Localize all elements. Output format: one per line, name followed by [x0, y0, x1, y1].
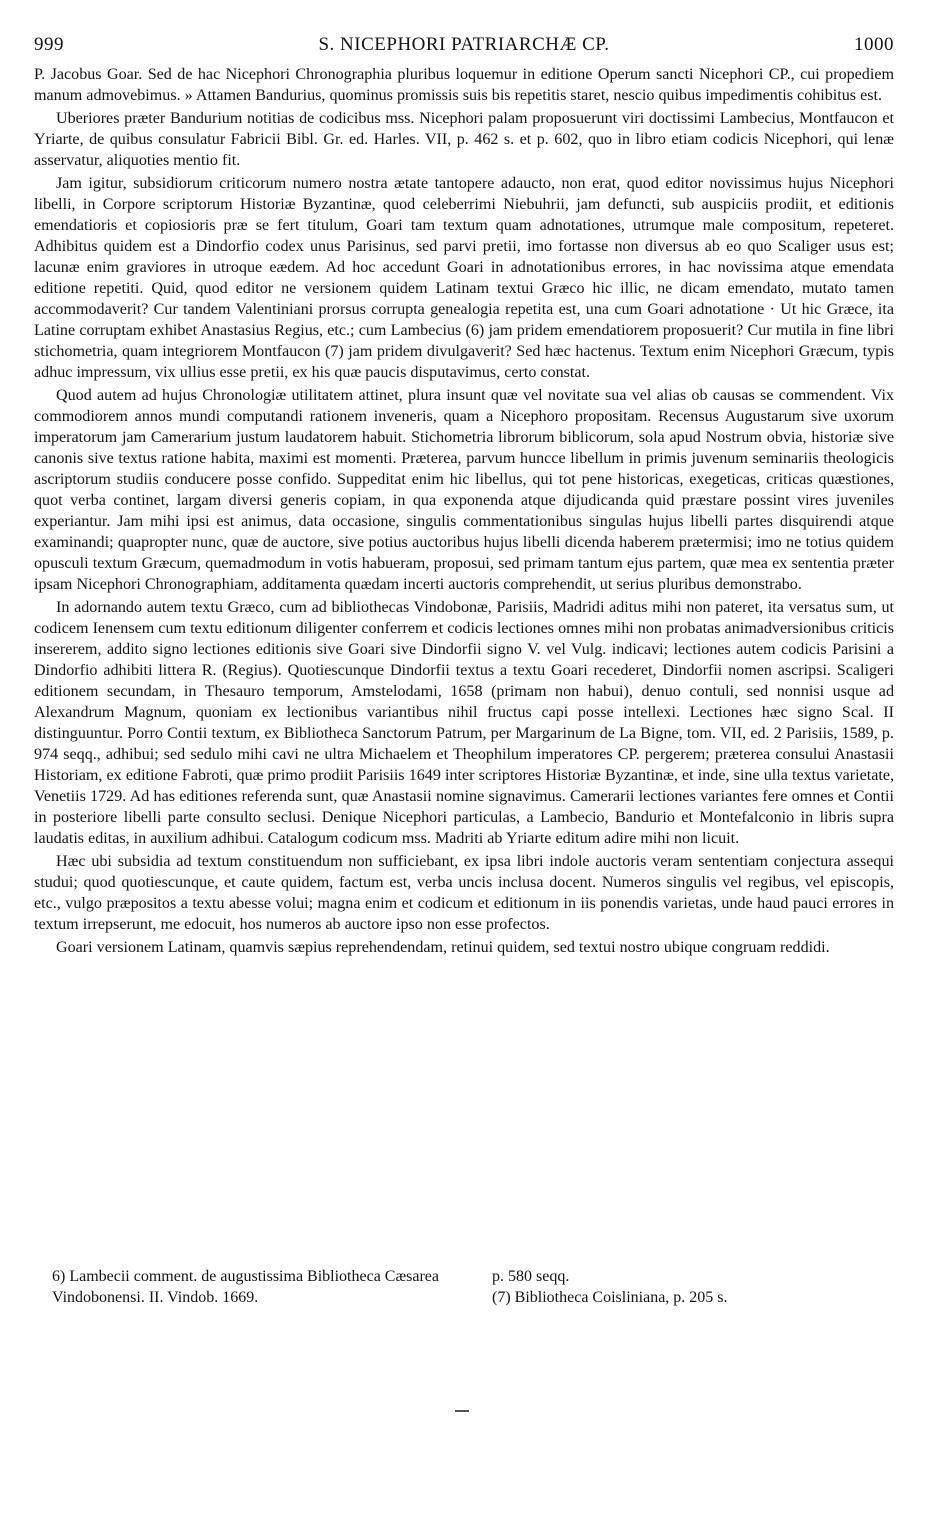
- paragraph: P. Jacobus Goar. Sed de hac Nicephori Chronographia pluribus loquemur in editione Operum sancti Nicephori CP., cui propediem manum admovebimus. » Attamen Bandurius, quominus promissis suis bis repetitis staret, nescio quibus impedimentis cohibitus est.: [34, 66, 894, 104]
- running-title: S. NICEPHORI PATRIARCHÆ CP.: [318, 34, 610, 55]
- paragraph: Hæc ubi subsidia ad textum constituendum non sufficiebant, ex ipsa libri indole auctoris veram sententiam conjectura assequi studui; quod quotiescunque, et caute quidem, factum est, verba uncis inclusa docent. Numeros singulis vel regibus, vel episcopis, etc., vulgo præpositos a textu abesse volui; magna enim et codicum et editionum in iis ponendis varietas, unde haud pauci errores in textum irrepserunt, me edocuit, hos numeros ab auctore ipso non esse profectos.: [34, 853, 894, 933]
- footnote-7: p. 580 seqq. (7) Bibliotheca Coisliniana, p. 205 s.: [492, 1268, 728, 1306]
- paragraph: In adornando autem textu Græco, cum ad bibliothecas Vindobonæ, Parisiis, Madridi aditus mihi non pateret, ita versatus sum, ut codicem Ienensem cum textu editionum diligenter conferrem et codicis lectiones omnes mihi non probatas animadversionibus criticis insererem, addito signo lectiones editionis sive Goari sive Dindorfii signo V. vel Vulg. indicavi; lectiones autem codicis Parisini a Dindorfio adhibiti littera R. (Regius). Quotiescunque Dindorfii textus a textu Goari recederet, Dindorfii nomen ascripsi. Scaligeri editionem secundam, in Thesauro temporum, Amstelodami, 1658 (primam non habui), denuo contuli, sed nonnisi usque ad Alexandrum Magnum, quoniam ex lectionibus variantibus nihil fructus capi posse intellexi. Lectiones hæc signo Scal. II distinguuntur. Porro Contii textum, ex Bibliotheca Sanctorum Patrum, per Margarinum de La Bigne, tom. VII, ed. 2 Parisiis, 1589, p. 974 seqq., adhibui; sed sedulo mihi cavi ne ultra Michaelem et Theophilum imperatores CP. pergerem; præterea consului Anastasii Historiam, ex editione Fabroti, quæ primo prodiit Parisiis 1649 inter scriptores Historiæ Byzantinæ, et inde, sine ulla textus varietate, Venetiis 1729. Ad has editiones referenda sunt, quæ Anastasii nomine signavimus. Camerarii lectiones variantes fere omnes et Contii in posteriore libelli parte consulto seclusi. Denique Nicephori particulas, a Lambecio, Bandurio et Montefalconio in libris supra laudatis editas, in auxilium adhibui. Catalogum codicum mss. Madriti ab Yriarte editum adire mihi non licuit.: [34, 599, 894, 847]
- paragraph: Uberiores præter Bandurium notitias de codicibus mss. Nicephori palam proposuerunt viri doctissimi Lambecius, Montfaucon et Yriarte, de quibus consulatur Fabricii Bibl. Gr. ed. Harles. VII, p. 462 s. et p. 602, quo in libro etiam codicis Nicephori, qui lenæ asservatur, aliquoties mentio fit.: [34, 110, 894, 169]
- column-number-left: 999: [34, 34, 64, 55]
- page: [34, 30, 894, 960]
- paragraph: Jam igitur, subsidiorum criticorum numero nostra ætate tantopere adaucto, non erat, quod editor novissimus hujus Nicephori libelli, in Corpore scriptorum Historiæ Byzantinæ, quod celeberrimi Niebuhrii, jam defuncti, sub auspiciis prodiit, et editionis emendatioris et copiosioris præ se fert titulum, Goari tam textum quam adnotationes, utrumque male compositum, repeteret. Adhibitus quidem est a Dindorfio codex unus Parisinus, sed parvi pretii, imo fortasse non diversus ab eo quo Scaliger usus est; lacunæ enim graviores in utroque eædem. Ad hoc accedunt Goari in adnotationibus errores, in hac novissima atque emendata editione repetiti. Quid, quod editor ne versionem quidem Latinam textui Græco hic illic, ne dicam emendato, mutato tamen accommodaverit? Cur tandem Valentiniani prorsus corrupta genealogia repetita est, una cum Goari adnotatione · Ut hic Græce, ita Latine corruptam exhibet Anastasius Regius, etc.; cum Lambecius (6) jam pridem emendatiorem proposuerit? Cur mutila in fine libri stichometria, quam integriorem Montfaucon (7) jam pridem divulgaverit? Sed hæc hactenus. Textum enim Nicephori Græcum, typis adhuc impressum, vix ullius esse pretii, ex his quæ paucis disputavimus, certo constat.: [34, 175, 894, 381]
- main-text: [34, 64, 894, 958]
- paragraph: Goari versionem Latinam, quamvis sæpius reprehendendam, retinui quidem, sed textui nostro ubique congruam reddidi.: [56, 939, 830, 956]
- footnote-6: 6) Lambecii comment. de augustissima Bibliotheca Cæsarea Vindobonensi. II. Vindob. 1669.: [52, 1268, 440, 1306]
- end-mark-divider: [455, 1410, 469, 1412]
- column-number-right: 1000: [854, 34, 894, 55]
- paragraph: Quod autem ad hujus Chronologiæ utilitatem attinet, plura insunt quæ vel novitate sua vel alias ob causas se commendent. Vix commodiorem annos mundi computandi rationem inveneris, quam a Nicephoro propositam. Recensus Augustarum sive uxorum imperatorum jam Camerarium justum laudatorem habuit. Stichometria librorum biblicorum, sola apud Nostrum obvia, historiæ sive canonis sive textus ratione habita, maximi est momenti. Præterea, parvum huncce libellum in primis juvenum seminariis theologicis ascriptorum studiis conducere posse confido. Suppeditat enim hic libellus, qui tot pene historicas, exegeticas, criticas quæstiones, quot verba continet, largam diversi generis copiam, in qua exponenda atque dijudicanda quid præstare possint vires juveniles experiantur. Jam mihi ipsi est animus, data occasione, singulis commentationibus singulas hujus libelli partes disquirendi atque examinandi; quapropter nunc, quæ de auctore, sive potius auctoribus hujus libelli dicenda haberem prætermisi; imo ne totius quidem opusculi textum Græcum, quemadmodum in votis habueram, proposui, sed primam tantum ejus partem, quæ mea ex sententia præter ipsam Nicephori Chronographiam, additamenta quædam incerti auctoris comprehendit, ut serius pluribus demonstrabo.: [34, 387, 894, 593]
- page-header: [34, 30, 894, 64]
